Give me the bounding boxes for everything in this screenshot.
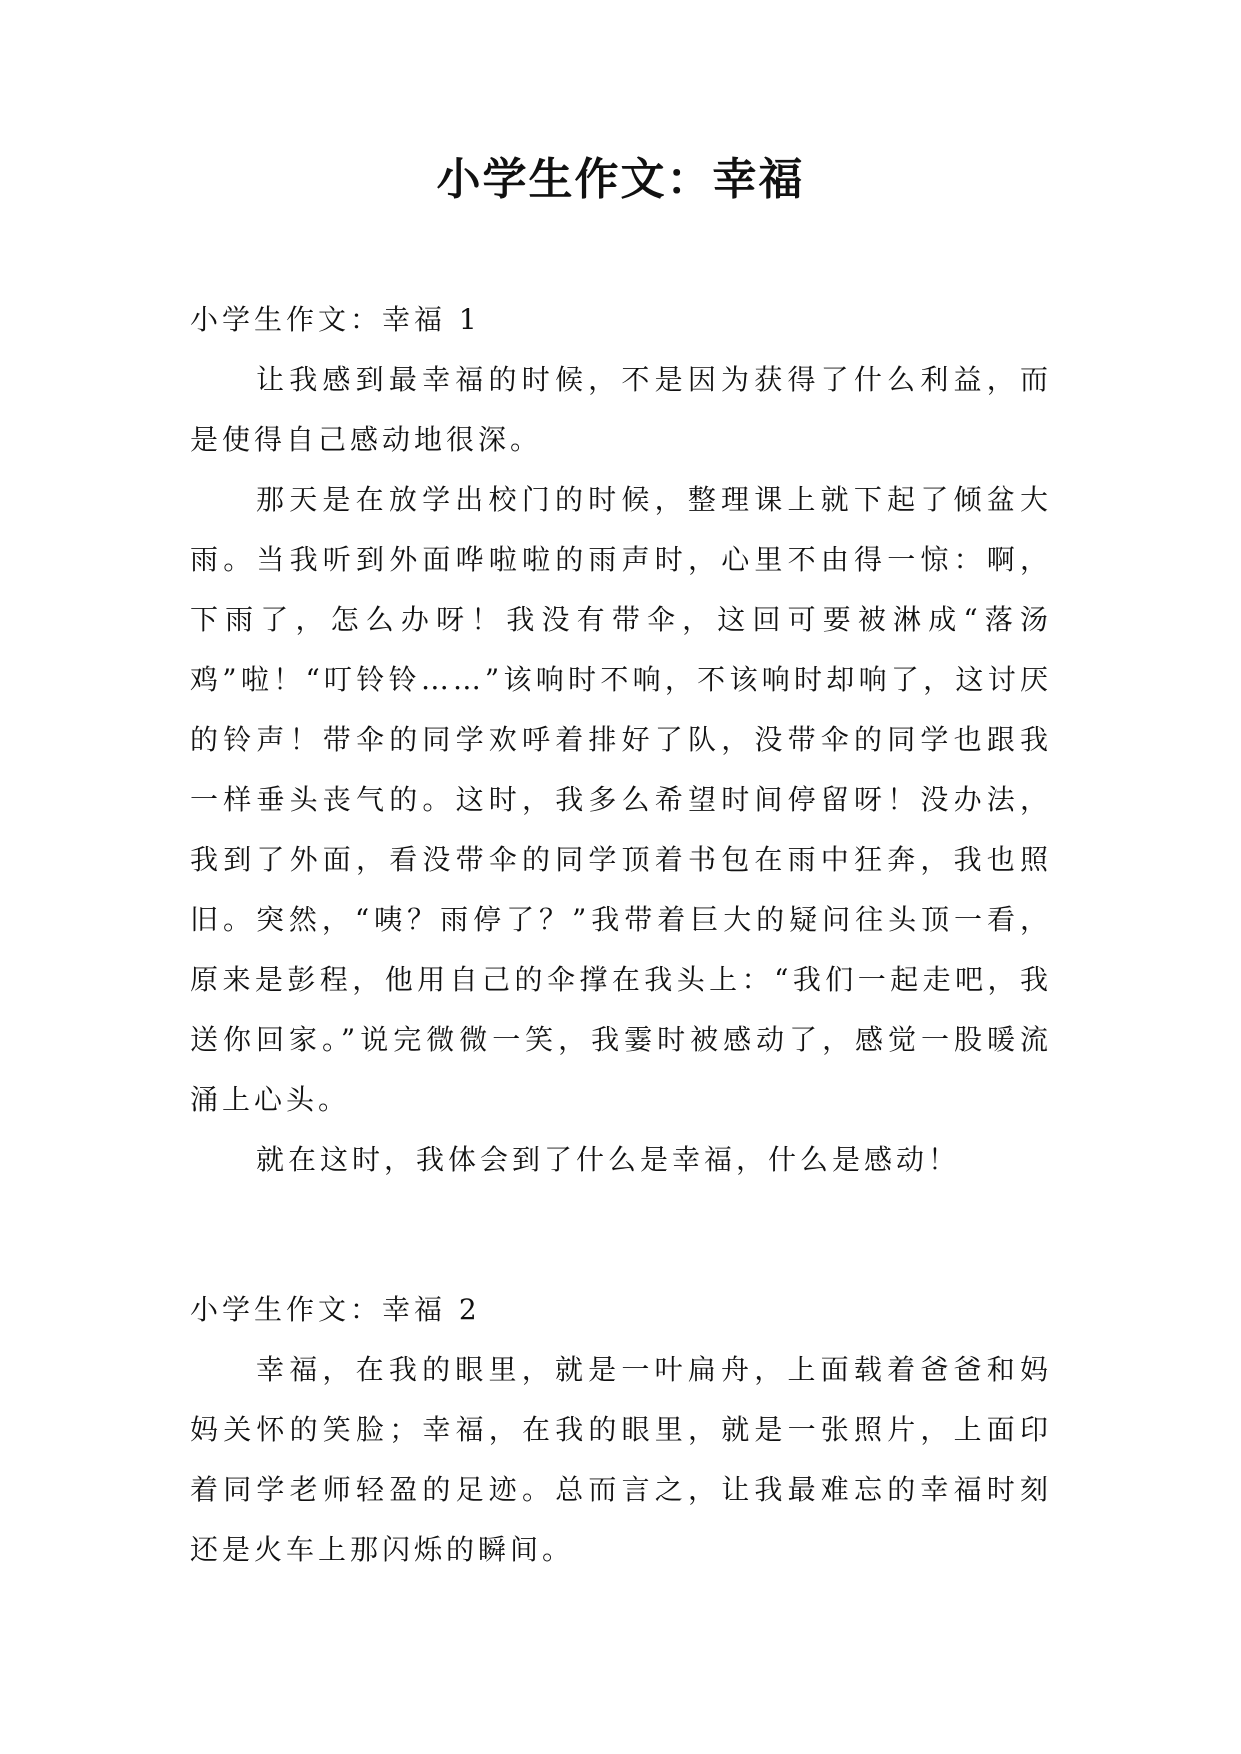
paragraph: 就在这时，我体会到了什么是幸福，什么是感动！ <box>256 1143 961 1176</box>
paragraph: 那天是在放学出校门的时候，整理课上就下起了倾盆大雨。当我听到外面哗啦啦的雨声时，心里不由得一惊：啊，下雨了，怎么办呀！我没有带伞，这回可要被淋成“落汤鸡”啦！“叮铃铃……”该响时不响，不该响时却响了，这讨厌的铃声！带伞的同学欢呼着排好了队，没带伞的同学也跟我一样垂头丧气的。这时，我多么希望时间停留呀！没办法，我到了外面，看没带伞的同学顶着书包在雨中狂奔，我也照旧。突然，“咦？雨停了？”我带着巨大的疑问往头顶一看，原来是彭程，他用自己的伞撑在我头上：“我们一起走吧，我送你回家。”说完微微一笑，我霎时被感动了，感觉一股暖流涌上心头。 <box>190 483 1052 1116</box>
paragraph: 让我感到最幸福的时候，不是因为获得了什么利益，而是使得自己感动地很深。 <box>190 363 1052 456</box>
paragraph: 幸福，在我的眼里，就是一叶扁舟，上面载着爸爸和妈妈关怀的笑脸；幸福，在我的眼里，就是一张照片，上面印着同学老师轻盈的足迹。总而言之，让我最难忘的幸福时刻还是火车上那闪烁的瞬间。 <box>190 1353 1052 1566</box>
document-title: 小学生作文：幸福 <box>436 154 805 205</box>
essay-section-2 <box>190 1280 1052 1580</box>
section-heading: 小学生作文：幸福 2 <box>190 1293 481 1326</box>
essay-section-1 <box>190 290 1052 1190</box>
section-heading: 小学生作文：幸福 1 <box>190 303 481 336</box>
